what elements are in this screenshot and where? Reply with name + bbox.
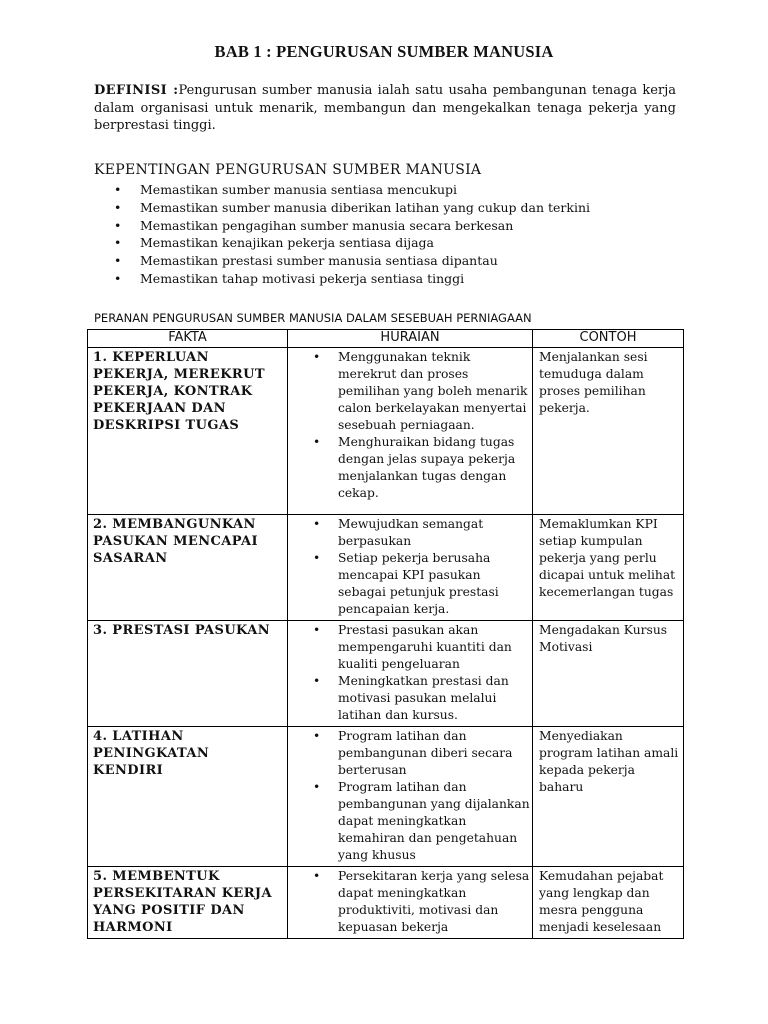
roles-heading: PERANAN PENGURUSAN SUMBER MANUSIA DALAM SESEBUAH PERNIAGAAN <box>94 311 532 325</box>
list-item: • Memastikan prestasi sumber manusia sentiasa dipantau <box>94 252 654 270</box>
huraian-point: • Meningkatkan prestasi dan motivasi pasukan melalui latihan dan kursus. <box>288 673 530 724</box>
column-header-contoh: CONTOH <box>533 330 684 348</box>
huraian-cell <box>288 348 533 515</box>
column-header-huraian: HURAIAN <box>288 330 533 348</box>
huraian-cell <box>288 727 533 867</box>
contoh-cell: Menyediakan program latihan amali kepada pekerja baharu <box>533 727 684 867</box>
table-row <box>88 348 684 515</box>
huraian-point: • Program latihan dan pembangunan diberi secara berterusan <box>288 728 530 779</box>
definition-label: DEFINISI : <box>94 83 179 98</box>
huraian-point: • Prestasi pasukan akan mempengaruhi kuantiti dan kualiti pengeluaran <box>288 622 530 673</box>
huraian-point: • Persekitaran kerja yang selesa dapat meningkatkan produktiviti, motivasi dan kepuasan bekerja <box>288 868 530 936</box>
table-row <box>88 515 684 621</box>
table-header-row <box>88 330 684 348</box>
list-item: • Memastikan sumber manusia sentiasa mencukupi <box>94 181 654 199</box>
definition-paragraph <box>94 82 676 135</box>
importance-heading: KEPENTINGAN PENGURUSAN SUMBER MANUSIA <box>94 162 482 178</box>
huraian-cell <box>288 867 533 939</box>
fakta-cell: 5. MEMBENTUK PERSEKITARAN KERJA YANG POSITIF DAN HARMONI <box>88 867 288 939</box>
huraian-point: • Setiap pekerja berusaha mencapai KPI pasukan sebagai petunjuk prestasi pencapaian kerja. <box>288 550 530 618</box>
column-header-fakta: FAKTA <box>88 330 288 348</box>
fakta-cell: 4. LATIHAN PENINGKATAN KENDIRI <box>88 727 288 867</box>
definition-text: Pengurusan sumber manusia ialah satu usaha pembangunan tenaga kerja dalam organisasi untuk menarik, membangun dan mengekalkan tenaga pekerja yang berprestasi tinggi. <box>94 83 676 133</box>
table-row <box>88 621 684 727</box>
list-item: • Memastikan sumber manusia diberikan latihan yang cukup dan terkini <box>94 199 654 217</box>
list-item: • Memastikan tahap motivasi pekerja sentiasa tinggi <box>94 270 654 288</box>
page-title: BAB 1 : PENGURUSAN SUMBER MANUSIA <box>214 42 554 61</box>
huraian-point: • Menghuraikan bidang tugas dengan jelas supaya pekerja menjalankan tugas dengan cekap. <box>288 434 530 502</box>
fakta-cell: 1. KEPERLUAN PEKERJA, MEREKRUT PEKERJA, KONTRAK PEKERJAAN DAN DESKRIPSI TUGAS <box>88 348 288 515</box>
fakta-cell: 3. PRESTASI PASUKAN <box>88 621 288 727</box>
huraian-point: • Mewujudkan semangat berpasukan <box>288 516 530 550</box>
huraian-cell <box>288 621 533 727</box>
contoh-cell: Memaklumkan KPI setiap kumpulan pekerja yang perlu dicapai untuk melihat kecemerlangan tugas <box>533 515 684 621</box>
list-item: • Memastikan kenajikan pekerja sentiasa dijaga <box>94 234 654 252</box>
huraian-point: • Menggunakan teknik merekrut dan proses pemilihan yang boleh menarik calon berkelayakan menyertai sesebuah perniagaan. <box>288 349 530 434</box>
importance-list <box>94 181 654 288</box>
huraian-cell <box>288 515 533 621</box>
contoh-cell: Mengadakan Kursus Motivasi <box>533 621 684 727</box>
contoh-cell: Menjalankan sesi temuduga dalam proses pemilihan pekerja. <box>533 348 684 515</box>
table-row <box>88 727 684 867</box>
contoh-cell: Kemudahan pejabat yang lengkap dan mesra pengguna menjadi keselesaan <box>533 867 684 939</box>
huraian-point: • Program latihan dan pembangunan yang dijalankan dapat meningkatkan kemahiran dan pengetahuan yang khusus <box>288 779 530 864</box>
list-item: • Memastikan pengagihan sumber manusia secara berkesan <box>94 217 654 235</box>
fakta-cell: 2. MEMBANGUNKAN PASUKAN MENCAPAI SASARAN <box>88 515 288 621</box>
roles-table <box>87 329 684 939</box>
table-row <box>88 867 684 939</box>
